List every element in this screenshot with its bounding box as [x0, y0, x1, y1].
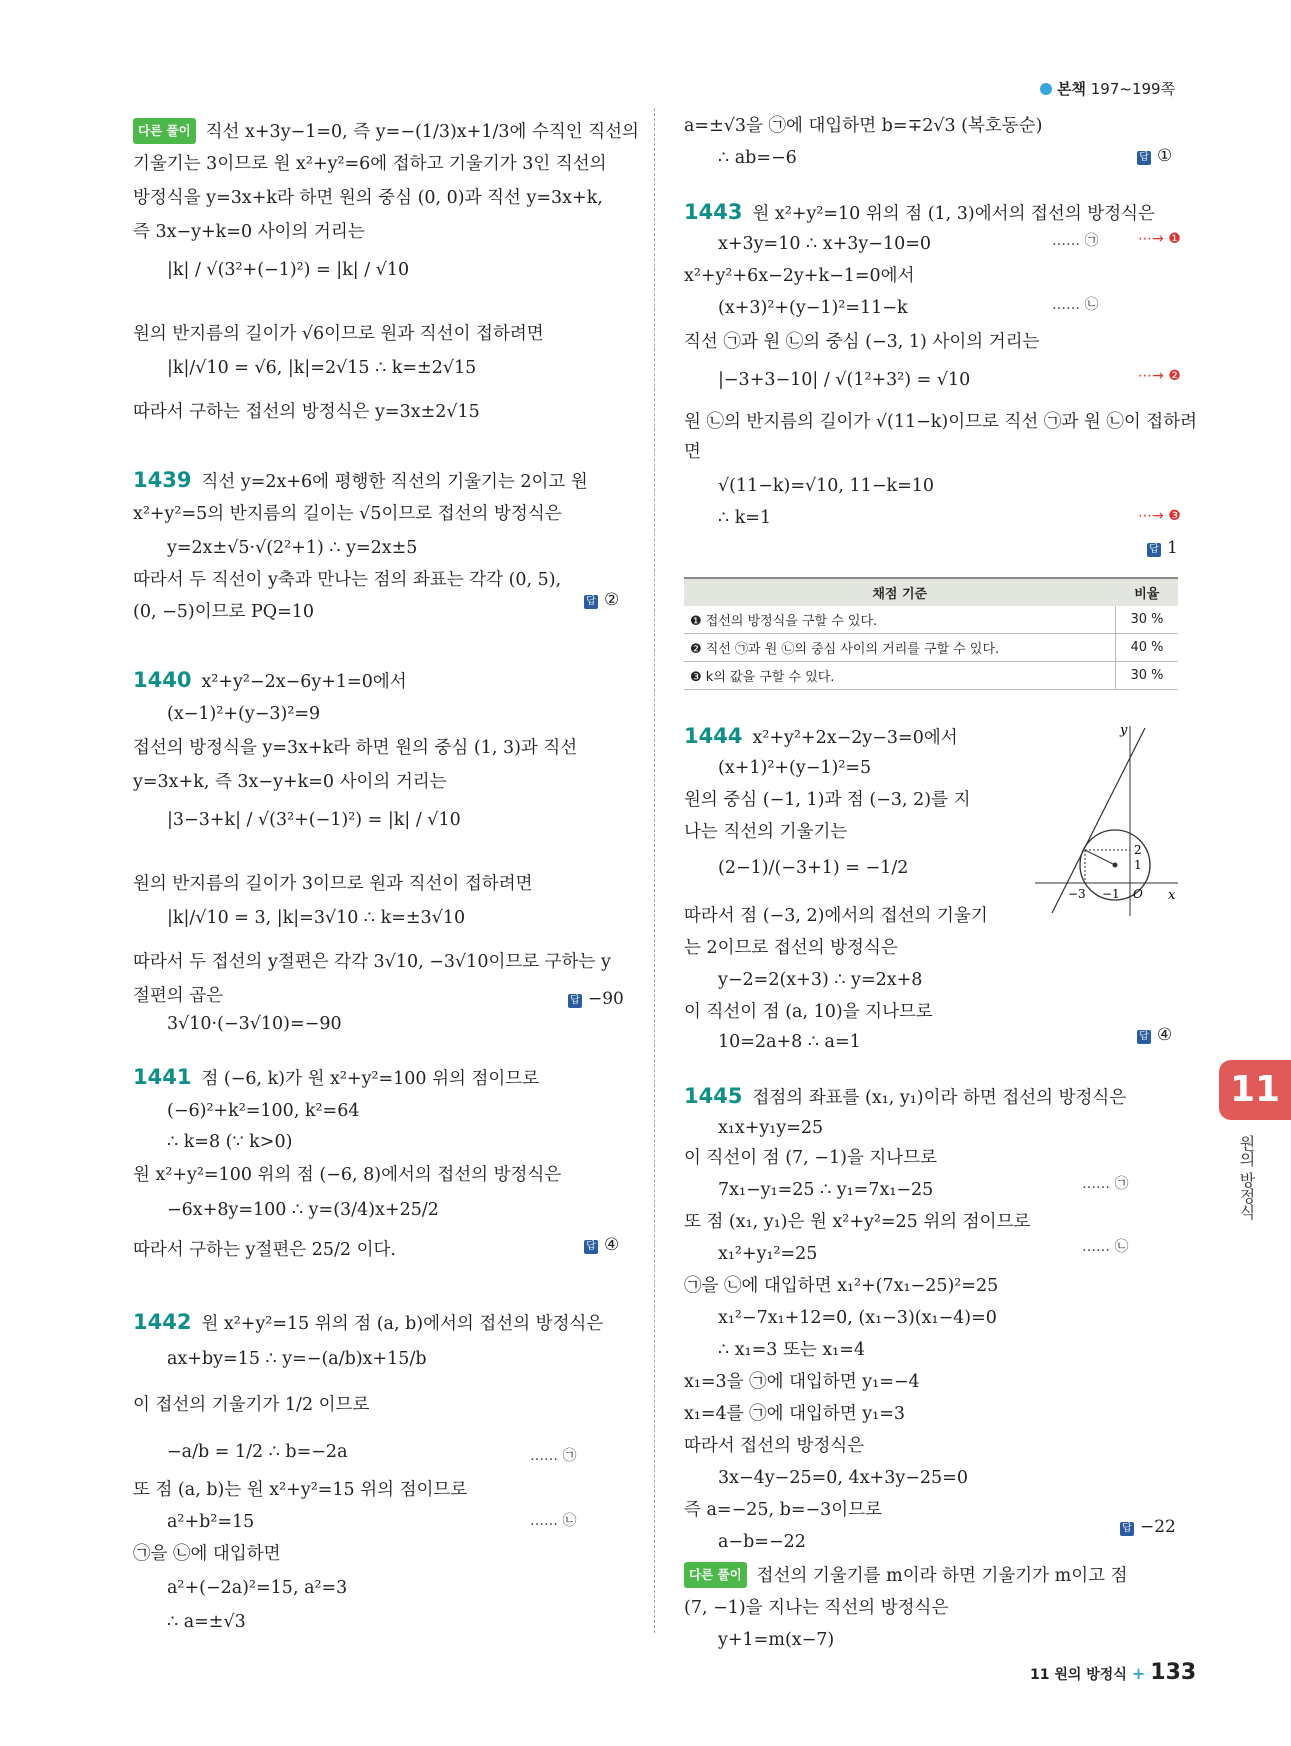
- alt-solution-badge: 다른 풀이: [133, 118, 196, 144]
- solution-line: 이 접선의 기울기가 1/2 이므로: [133, 1395, 370, 1415]
- page-number: 133: [1150, 1660, 1197, 1685]
- problem-1441-line: 1441 점 (−6, k)가 원 x²+y²=100 위의 점이므로: [133, 1065, 540, 1089]
- circle-ref: …… ㉡: [1082, 1239, 1129, 1255]
- solution-line: 3√10·(−3√10)=−90: [167, 1014, 342, 1034]
- solution-line: 따라서 두 직선이 y축과 만나는 점의 좌표는 각각 (0, 5),: [133, 570, 562, 590]
- solution-line: ∴ x₁=3 또는 x₁=4: [718, 1340, 865, 1360]
- chapter-side-label: 원의 방정식: [1237, 1135, 1256, 1221]
- solution-line: x₁x+y₁y=25: [718, 1118, 824, 1138]
- table-row: ❷ 직선 ㉠과 원 ㉡의 중심 사이의 거리를 구할 수 있다. 40 %: [684, 634, 1178, 662]
- answer-1442: 답 ①: [1137, 146, 1172, 166]
- solution-line: 원 x²+y²=100 위의 점 (−6, 8)에서의 접선의 방정식은: [133, 1165, 562, 1185]
- solution-line: ㉠을 ㉡에 대입하면 x₁²+(7x₁−25)²=25: [684, 1276, 999, 1296]
- solution-line: y=2x±√5·√(2²+1) ∴ y=2x±5: [167, 538, 418, 558]
- problem-1440-line: 1440 x²+y²−2x−6y+1=0에서: [133, 668, 407, 692]
- solution-line: (0, −5)이므로 PQ=10: [133, 602, 315, 622]
- solution-line: (x−1)²+(y−3)²=9: [167, 704, 321, 724]
- solution-line: 3x−4y−25=0, 4x+3y−25=0: [718, 1468, 968, 1488]
- problem-1445-line: 1445 접점의 좌표를 (x₁, y₁)이라 하면 접선의 방정식은: [684, 1084, 1127, 1108]
- solution-line: |−3+3−10| / √(1²+3²) = √10: [718, 370, 971, 390]
- circle-ref: …… ㉡: [530, 1513, 577, 1529]
- solution-line: |k| / √(3²+(−1)²) = |k| / √10: [167, 260, 410, 280]
- circle-ref: …… ㉠: [530, 1448, 577, 1464]
- solution-line: x²+y²=5의 반지름의 길이는 √5이므로 접선의 방정식은: [133, 504, 562, 524]
- circle-ref: …… ㉡: [1052, 297, 1099, 313]
- solution-line: 또 점 (x₁, y₁)은 원 x²+y²=25 위의 점이므로: [684, 1212, 1031, 1232]
- solution-line: 따라서 두 접선의 y절편은 각각 3√10, −3√10이므로 구하는 y: [133, 952, 611, 972]
- solution-line: 원의 중심 (−1, 1)과 점 (−3, 2)를 지: [684, 790, 971, 810]
- solution-line: a−b=−22: [718, 1532, 806, 1552]
- solution-line: (x+3)²+(y−1)²=11−k: [718, 298, 908, 318]
- solution-line: 이 직선이 점 (7, −1)을 지나므로: [684, 1148, 938, 1168]
- scoring-criteria-table: 채점 기준 비율 ❶ 접선의 방정식을 구할 수 있다. 30 % ❷ 직선 ㉠과 원 ㉡의 중심 사이의 거리를 구할 수 있다. 40 % ❸ k의 값을 구할 수 있다. 30 %: [684, 577, 1178, 690]
- circle-tangent-graph: [1030, 718, 1180, 918]
- solution-line: 는 2이므로 접선의 방정식은: [684, 938, 898, 958]
- solution-line: |k|/√10 = √6, |k|=2√15 ∴ k=±2√15: [167, 358, 477, 378]
- solution-line: ∴ k=8 (∵ k>0): [167, 1132, 293, 1152]
- solution-line: 따라서 구하는 y절편은 25/2 이다.: [133, 1240, 396, 1260]
- solution-line: 원의 반지름의 길이가 3이므로 원과 직선이 접하려면: [133, 874, 533, 894]
- solution-line: a²+b²=15: [167, 1512, 255, 1532]
- tick-2: 2: [1134, 843, 1142, 857]
- step-mark-3: ⋯→ ❸: [1138, 508, 1181, 524]
- solution-line: y+1=m(x−7): [718, 1630, 835, 1650]
- page-reference: 본책 197~199쪽: [1040, 78, 1175, 99]
- solution-line: 따라서 점 (−3, 2)에서의 접선의 기울기: [684, 906, 988, 926]
- problem-number: 1439: [133, 468, 192, 492]
- solution-line: 나는 직선의 기울기는: [684, 822, 848, 842]
- reference-icon: [1040, 83, 1052, 95]
- answer-1444: 답 ④: [1137, 1025, 1172, 1045]
- solution-line: 원 ㉡의 반지름의 길이가 √(11−k)이므로 직선 ㉠과 원 ㉡이 접하려: [684, 412, 1198, 432]
- step-mark-1: ⋯→ ❶: [1138, 231, 1181, 247]
- solution-line: −a/b = 1/2 ∴ b=−2a: [167, 1442, 348, 1462]
- solution-line: y−2=2(x+3) ∴ y=2x+8: [718, 970, 923, 990]
- chapter-tab: 11: [1219, 1060, 1291, 1120]
- solution-line: 즉 3x−y+k=0 사이의 거리는: [133, 222, 365, 242]
- problem-number: 1441: [133, 1065, 192, 1089]
- solution-line: 10=2a+8 ∴ a=1: [718, 1032, 861, 1052]
- solution-line: |3−3+k| / √(3²+(−1)²) = |k| / √10: [167, 810, 461, 830]
- solution-line: ㉠을 ㉡에 대입하면: [133, 1544, 281, 1564]
- solution-line: ∴ k=1: [718, 508, 772, 528]
- alt-solution-line: 다른 풀이 직선 x+3y−1=0, 즉 y=−(1/3)x+1/3에 수직인 직선의: [133, 118, 639, 144]
- solution-line: x₁²−7x₁+12=0, (x₁−3)(x₁−4)=0: [718, 1308, 997, 1328]
- solution-line: −6x+8y=100 ∴ y=(3/4)x+25/2: [167, 1200, 439, 1220]
- answer-1443: 답 1: [1147, 538, 1178, 558]
- problem-number: 1443: [684, 200, 743, 224]
- solution-line: ax+by=15 ∴ y=−(a/b)x+15/b: [167, 1349, 427, 1369]
- solution-line: x₁=4를 ㉠에 대입하면 y₁=3: [684, 1404, 905, 1424]
- problem-number: 1440: [133, 668, 192, 692]
- solution-line: 면: [684, 442, 701, 462]
- problem-1443-line: 1443 원 x²+y²=10 위의 점 (1, 3)에서의 접선의 방정식은: [684, 200, 1155, 224]
- problem-number: 1442: [133, 1310, 192, 1334]
- solution-line: (−6)²+k²=100, k²=64: [167, 1101, 360, 1121]
- solution-line: x₁=3을 ㉠에 대입하면 y₁=−4: [684, 1372, 920, 1392]
- solution-line: (2−1)/(−3+1) = −1/2: [718, 858, 909, 878]
- circle-ref: …… ㉠: [1082, 1176, 1129, 1192]
- tick-1: 1: [1134, 858, 1142, 872]
- solution-line: 기울기는 3이므로 원 x²+y²=6에 접하고 기울기가 3인 직선의: [133, 154, 607, 174]
- solution-line: 접선의 방정식을 y=3x+k라 하면 원의 중심 (1, 3)과 직선: [133, 738, 578, 758]
- problem-number: 1444: [684, 724, 743, 748]
- solution-line: 절편의 곱은: [133, 986, 224, 1006]
- solution-line: ∴ ab=−6: [718, 148, 797, 168]
- origin-label: O: [1133, 887, 1143, 901]
- tick-neg3: −3: [1068, 887, 1086, 901]
- tick-neg1: −1: [1102, 887, 1120, 901]
- problem-1442-line: 1442 원 x²+y²=15 위의 점 (a, b)에서의 접선의 방정식은: [133, 1310, 604, 1334]
- solution-line: √(11−k)=√10, 11−k=10: [718, 476, 935, 496]
- solution-line: (7, −1)을 지나는 직선의 방정식은: [684, 1598, 949, 1618]
- solution-line: 방정식을 y=3x+k라 하면 원의 중심 (0, 0)과 직선 y=3x+k,: [133, 188, 603, 208]
- alt-solution-badge: 다른 풀이: [684, 1562, 747, 1588]
- step-mark-2: ⋯→ ❷: [1138, 368, 1181, 384]
- table-row: ❶ 접선의 방정식을 구할 수 있다. 30 %: [684, 606, 1178, 634]
- answer-1441: 답 ④: [584, 1235, 619, 1255]
- circle-ref: …… ㉠: [1052, 233, 1099, 249]
- solution-line: a=±√3을 ㉠에 대입하면 b=∓2√3 (복호동순): [684, 116, 1043, 136]
- table-row: ❸ k의 값을 구할 수 있다. 30 %: [684, 662, 1178, 690]
- x-axis-label: x: [1168, 888, 1176, 903]
- solution-line: y=3x+k, 즉 3x−y+k=0 사이의 거리는: [133, 772, 447, 792]
- solution-line: 즉 a=−25, b=−3이므로: [684, 1500, 882, 1520]
- problem-1439-line: 1439 직선 y=2x+6에 평행한 직선의 기울기는 2이고 원: [133, 468, 588, 492]
- solution-line: 원의 반지름의 길이가 √6이므로 원과 직선이 접하려면: [133, 324, 544, 344]
- column-divider: [654, 108, 655, 1633]
- solution-line: x²+y²+6x−2y+k−1=0에서: [684, 266, 915, 286]
- solution-line: 이 직선이 점 (a, 10)을 지나므로: [684, 1002, 933, 1022]
- solution-line: x+3y=10 ∴ x+3y−10=0: [718, 234, 932, 254]
- y-axis-label: y: [1120, 723, 1128, 738]
- page-footer: 11 원의 방정식 + 133: [1030, 1660, 1197, 1685]
- solution-line: 7x₁−y₁=25 ∴ y₁=7x₁−25: [718, 1180, 934, 1200]
- answer-1445: 답 −22: [1120, 1517, 1176, 1537]
- solution-line: 따라서 구하는 접선의 방정식은 y=3x±2√15: [133, 402, 480, 422]
- solution-line: 따라서 접선의 방정식은: [684, 1436, 865, 1456]
- solution-line: ∴ a=±√3: [167, 1612, 246, 1632]
- problem-number: 1445: [684, 1084, 743, 1108]
- alt-solution-line: 다른 풀이 접선의 기울기를 m이라 하면 기울기가 m이고 점: [684, 1562, 1128, 1588]
- answer-1440: 답 −90: [568, 989, 624, 1009]
- solution-line: |k|/√10 = 3, |k|=3√10 ∴ k=±3√10: [167, 908, 466, 928]
- solution-line: 또 점 (a, b)는 원 x²+y²=15 위의 점이므로: [133, 1480, 468, 1500]
- solution-line: 직선 ㉠과 원 ㉡의 중심 (−3, 1) 사이의 거리는: [684, 332, 1040, 352]
- solution-line: (x+1)²+(y−1)²=5: [718, 758, 872, 778]
- solution-line: a²+(−2a)²=15, a²=3: [167, 1578, 348, 1598]
- solution-line: x₁²+y₁²=25: [718, 1244, 818, 1264]
- problem-1444-line: 1444 x²+y²+2x−2y−3=0에서: [684, 724, 958, 748]
- answer-1439: 답 ②: [584, 590, 619, 610]
